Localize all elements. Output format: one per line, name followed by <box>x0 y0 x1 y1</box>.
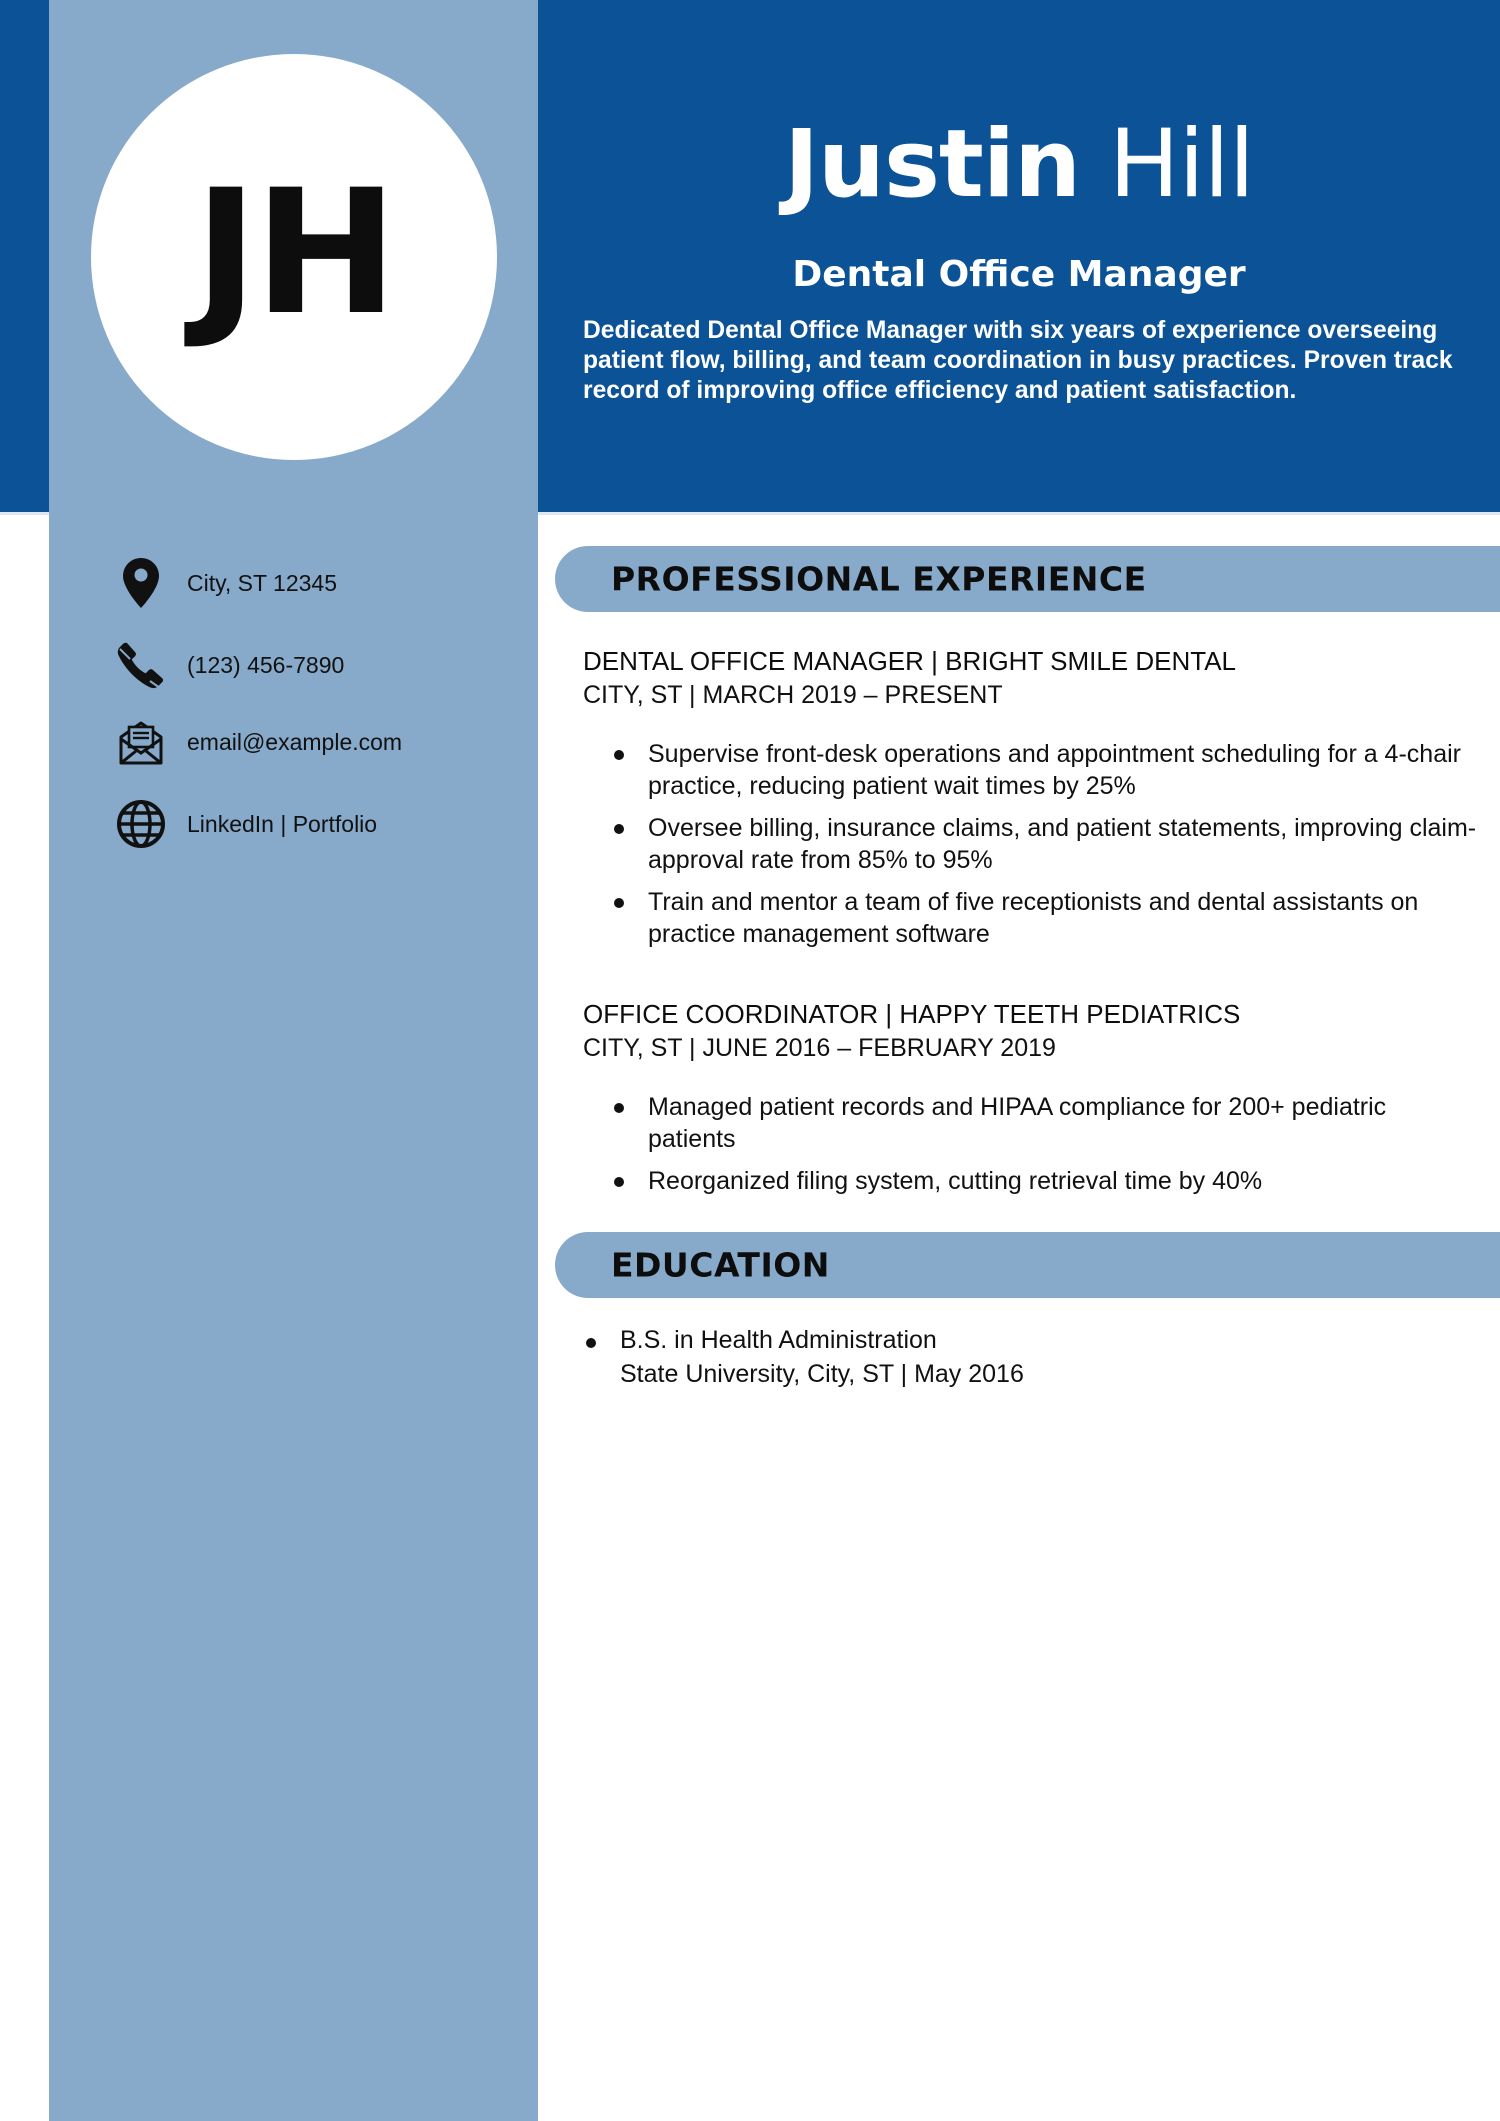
summary-text: Dedicated Dental Office Manager with six years of experience overseeing patient flow, billing, and team coordination in busy practices. Proven track record of improving office efficiency and patient satisfaction. <box>583 317 1453 404</box>
list-item: Oversee billing, insurance claims, and patient statements, improving claim-approval rate from 85% to 95% <box>610 812 1478 876</box>
phone-icon <box>114 638 168 692</box>
monogram-text: JH <box>194 151 394 353</box>
job-meta: CITY, ST | MARCH 2019 – PRESENT <box>583 681 1003 709</box>
list-item: Train and mentor a team of five receptionists and dental assistants on practice management software <box>610 886 1478 950</box>
school-text: State University, City, ST | May 2016 <box>620 1360 1024 1388</box>
bullet-dot <box>586 1338 596 1348</box>
job-heading: DENTAL OFFICE MANAGER | BRIGHT SMILE DENTAL <box>583 646 1236 676</box>
list-item: Supervise front-desk operations and appointment scheduling for a 4-chair practice, reducing patient wait times by 25% <box>610 738 1478 802</box>
email-text: email@example.com <box>187 728 403 755</box>
experience-section-header <box>555 546 1500 612</box>
experience-section-title: PROFESSIONAL EXPERIENCE <box>611 559 1147 599</box>
job-bullet-list <box>610 738 1478 960</box>
job-bullet-list <box>610 1091 1478 1207</box>
list-item: Managed patient records and HIPAA compliance for 200+ pediatric patients <box>610 1091 1478 1155</box>
list-item: Reorganized filing system, cutting retrieval time by 40% <box>610 1165 1478 1197</box>
last-name: Hill <box>1108 110 1254 219</box>
education-section-title: EDUCATION <box>611 1245 830 1285</box>
envelope-icon <box>114 715 168 769</box>
degree-text: B.S. in Health Administration <box>620 1326 937 1354</box>
globe-icon <box>114 797 168 851</box>
job-meta: CITY, ST | JUNE 2016 – FEBRUARY 2019 <box>583 1034 1056 1062</box>
contact-location <box>114 555 338 611</box>
education-section-header <box>555 1232 1500 1298</box>
contact-phone <box>114 637 345 693</box>
job-heading: OFFICE COORDINATOR | HAPPY TEETH PEDIATRICS <box>583 999 1241 1029</box>
monogram-avatar <box>91 54 497 460</box>
candidate-name <box>538 110 1500 219</box>
links-text: LinkedIn | Portfolio <box>187 810 378 837</box>
first-name: Justin <box>784 110 1080 219</box>
location-text: City, ST 12345 <box>187 569 338 596</box>
job-title: Dental Office Manager <box>792 254 1246 295</box>
map-pin-icon <box>114 556 168 610</box>
contact-links <box>114 796 378 852</box>
contact-email <box>114 714 403 770</box>
phone-text: (123) 456-7890 <box>187 651 345 678</box>
